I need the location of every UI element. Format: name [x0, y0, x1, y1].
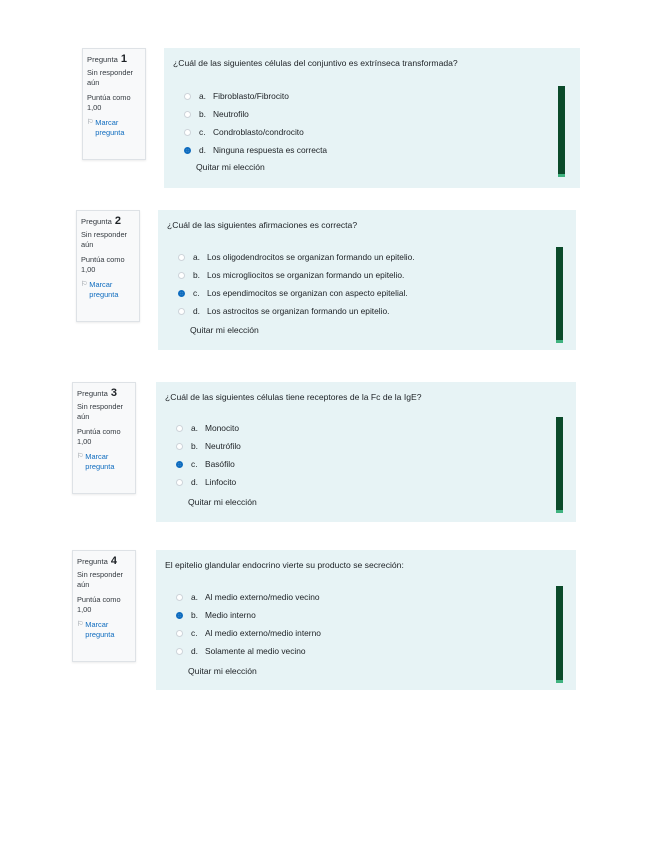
radio-button[interactable]: [178, 272, 185, 279]
question-label: Pregunta: [77, 557, 108, 566]
radio-button[interactable]: [176, 648, 183, 655]
question-points: Puntúa como 1,00: [77, 427, 121, 446]
answer-letter: c.: [199, 127, 206, 137]
question-content: [156, 550, 576, 690]
question-state: Sin responder aún: [81, 230, 128, 249]
question-points: Puntúa como 1,00: [81, 255, 125, 274]
answer-letter: d.: [191, 646, 198, 656]
answer-letter: a.: [199, 91, 206, 101]
answer-option-d[interactable]: [178, 302, 415, 320]
answer-text: Medio interno: [205, 610, 256, 620]
flag-icon: ⚐: [77, 621, 84, 628]
answer-option-b[interactable]: [178, 266, 415, 284]
flag-label: Marcar pregunta: [85, 620, 115, 639]
answer-text: Basófilo: [205, 459, 235, 469]
answer-list: [184, 87, 327, 159]
answer-text: Los oligodendrocitos se organizan formando un epitelio.: [207, 252, 415, 262]
progress-bar: [556, 247, 563, 343]
answer-letter: a.: [193, 252, 200, 262]
flag-question-link[interactable]: [77, 620, 135, 640]
question-number: 3: [110, 387, 117, 399]
answer-option-c[interactable]: [178, 284, 415, 302]
clear-choice-link[interactable]: Quitar mi elección: [196, 162, 265, 172]
answer-text: Al medio externo/medio interno: [205, 628, 321, 638]
question-number: 2: [114, 215, 121, 227]
answer-text: Monocito: [205, 423, 239, 433]
answer-letter: c.: [191, 459, 198, 469]
radio-button-selected[interactable]: [176, 461, 183, 468]
answer-letter: c.: [191, 628, 198, 638]
flag-question-link[interactable]: [87, 118, 145, 138]
answer-text: Neutrófilo: [205, 441, 241, 451]
question-content: [164, 48, 580, 188]
radio-button[interactable]: [178, 254, 185, 261]
answer-letter: d.: [199, 145, 206, 155]
flag-icon: ⚐: [77, 453, 84, 460]
answer-text: Solamente al medio vecino: [205, 646, 306, 656]
radio-button[interactable]: [176, 443, 183, 450]
answer-text: Neutrofilo: [213, 109, 249, 119]
answer-text: Fibroblasto/Fibrocito: [213, 91, 289, 101]
radio-button[interactable]: [176, 425, 183, 432]
radio-button[interactable]: [184, 129, 191, 136]
question-text: ¿Cuál de las siguientes células tiene receptores de la Fc de la IgE?: [165, 392, 422, 402]
answer-option-d[interactable]: [184, 141, 327, 159]
question-state: Sin responder aún: [87, 68, 134, 87]
answer-option-b[interactable]: [176, 437, 241, 455]
radio-button[interactable]: [184, 111, 191, 118]
answer-option-c[interactable]: [184, 123, 327, 141]
answer-letter: b.: [191, 610, 198, 620]
radio-button[interactable]: [176, 479, 183, 486]
radio-button[interactable]: [178, 308, 185, 315]
radio-button-selected[interactable]: [176, 612, 183, 619]
answer-text: Al medio externo/medio vecino: [205, 592, 320, 602]
question-number: 1: [120, 53, 127, 65]
flag-label: Marcar pregunta: [89, 280, 119, 299]
answer-letter: a.: [191, 423, 198, 433]
flag-label: Marcar pregunta: [95, 118, 125, 137]
answer-text: Linfocito: [205, 477, 237, 487]
answer-option-a[interactable]: [176, 588, 321, 606]
answer-letter: a.: [191, 592, 198, 602]
radio-button[interactable]: [184, 93, 191, 100]
answer-option-a[interactable]: [178, 248, 415, 266]
question-number: 4: [110, 555, 117, 567]
answer-list: [176, 419, 241, 491]
question-label: Pregunta: [81, 217, 112, 226]
flag-question-link[interactable]: [77, 452, 135, 472]
answer-option-c[interactable]: [176, 455, 241, 473]
question-text: El epitelio glandular endocrino vierte su producto se secreción:: [165, 560, 404, 570]
answer-option-b[interactable]: [184, 105, 327, 123]
answer-letter: b.: [199, 109, 206, 119]
flag-icon: ⚐: [87, 119, 94, 126]
answer-letter: b.: [193, 270, 200, 280]
answer-letter: c.: [193, 288, 200, 298]
answer-letter: b.: [191, 441, 198, 451]
question-info: [82, 48, 146, 160]
answer-text: Los microgliocitos se organizan formando un epitelio.: [207, 270, 405, 280]
question-text: ¿Cuál de las siguientes células del conjuntivo es extrínseca transformada?: [173, 58, 458, 68]
answer-text: Los astrocitos se organizan formando un epitelio.: [207, 306, 390, 316]
question-info: [72, 550, 136, 662]
question-state: Sin responder aún: [77, 402, 124, 421]
answer-letter: d.: [193, 306, 200, 316]
answer-option-a[interactable]: [184, 87, 327, 105]
progress-bar: [556, 586, 563, 683]
radio-button-selected[interactable]: [184, 147, 191, 154]
question-content: [158, 210, 576, 350]
progress-bar: [558, 86, 565, 177]
radio-button-selected[interactable]: [178, 290, 185, 297]
flag-question-link[interactable]: [81, 280, 139, 300]
answer-list: [176, 588, 321, 660]
radio-button[interactable]: [176, 630, 183, 637]
answer-list: [178, 248, 415, 320]
question-content: [156, 382, 576, 522]
answer-option-b[interactable]: [176, 606, 321, 624]
question-state: Sin responder aún: [77, 570, 124, 589]
answer-text: Los ependimocitos se organizan con aspecto epitelial.: [207, 288, 408, 298]
radio-button[interactable]: [176, 594, 183, 601]
answer-option-c[interactable]: [176, 624, 321, 642]
question-points: Puntúa como 1,00: [77, 595, 121, 614]
answer-text: Ninguna respuesta es correcta: [213, 145, 328, 155]
answer-option-d[interactable]: [176, 642, 321, 660]
question-label: Pregunta: [87, 55, 118, 64]
question-text: ¿Cuál de las siguientes afirmaciones es correcta?: [167, 220, 358, 230]
clear-choice-link[interactable]: Quitar mi elección: [188, 497, 257, 507]
clear-choice-link[interactable]: Quitar mi elección: [188, 666, 257, 676]
question-info: [72, 382, 136, 494]
question-info: [76, 210, 140, 322]
flag-icon: ⚐: [81, 281, 88, 288]
clear-choice-link[interactable]: Quitar mi elección: [190, 325, 259, 335]
flag-label: Marcar pregunta: [85, 452, 115, 471]
answer-option-a[interactable]: [176, 419, 241, 437]
answer-option-d[interactable]: [176, 473, 241, 491]
answer-text: Condroblasto/condrocito: [213, 127, 304, 137]
progress-bar: [556, 417, 563, 513]
question-label: Pregunta: [77, 389, 108, 398]
question-points: Puntúa como 1,00: [87, 93, 131, 112]
answer-letter: d.: [191, 477, 198, 487]
